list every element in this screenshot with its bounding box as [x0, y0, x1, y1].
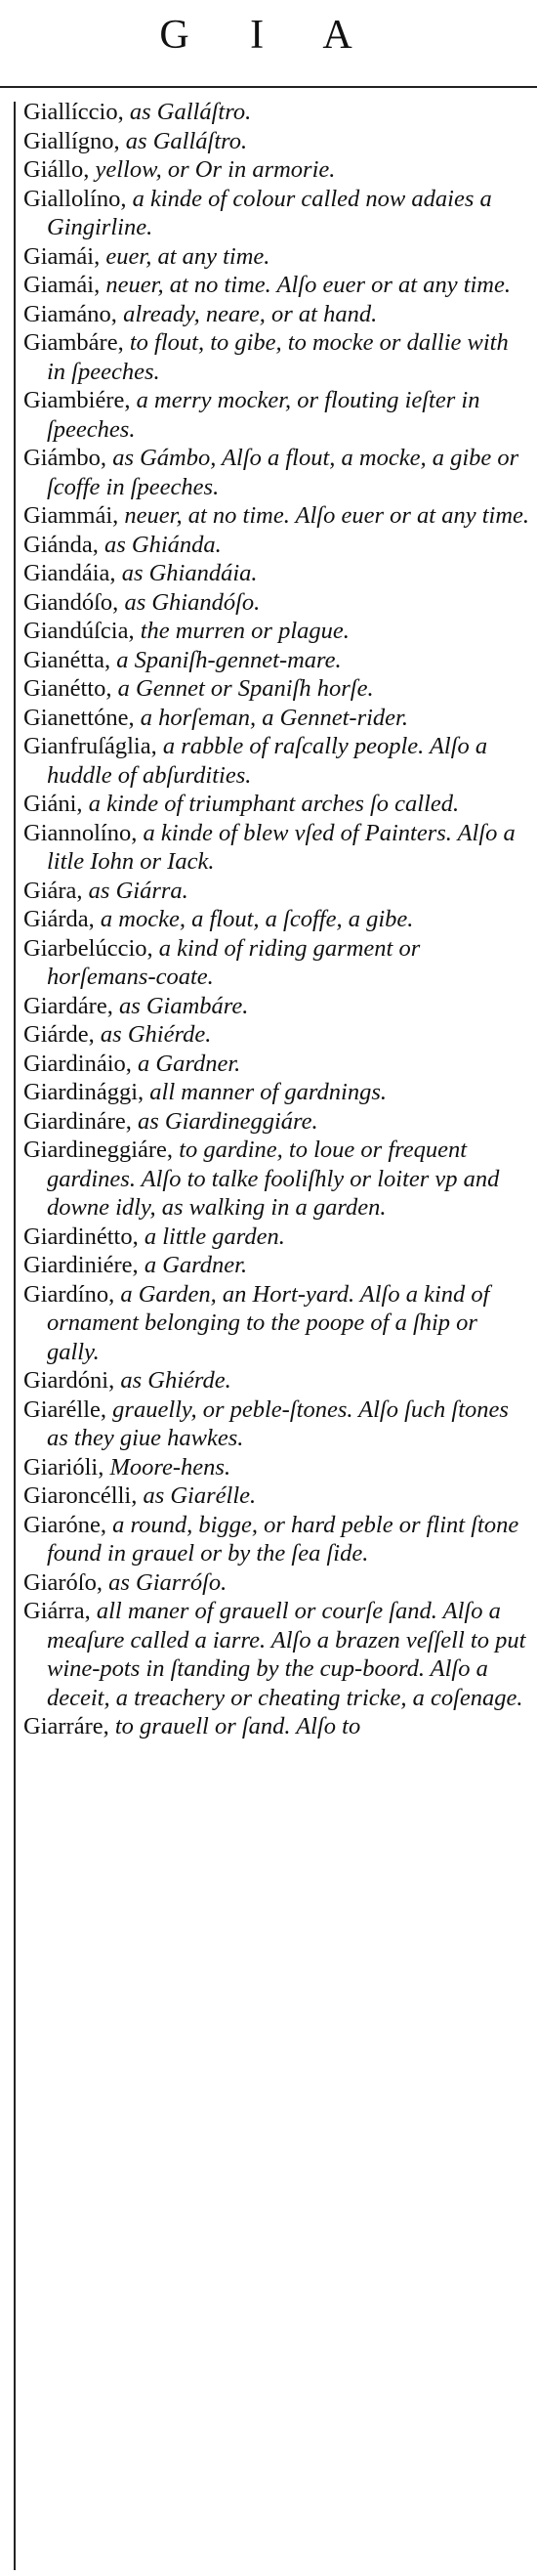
dictionary-entry [23, 1107, 531, 1137]
dictionary-entry [23, 819, 531, 877]
entry-definition: a little garden. [138, 1223, 285, 1250]
running-head: G I A [159, 13, 378, 58]
entry-headword: Giardáre, [23, 992, 113, 1019]
entry-definition: as Giambáre. [112, 992, 249, 1019]
dictionary-entry [23, 588, 531, 618]
dictionary-entry [23, 934, 531, 992]
dictionary-entry [23, 531, 531, 560]
page-header [0, 0, 537, 84]
entry-definition: a kinde of blew vſed of Painters. Alſo a litle Iohn or Iack. [47, 819, 516, 875]
entry-headword: Giaróne, [23, 1511, 107, 1538]
dictionary-entry [23, 1020, 531, 1050]
entry-definition: as Ghiandáia. [115, 560, 258, 586]
entry-headword: Giaróſo, [23, 1568, 103, 1596]
dictionary-entry [23, 242, 531, 272]
entry-headword: Giardineggiáre, [23, 1137, 174, 1163]
entry-definition: euer, at any time. [100, 242, 270, 270]
entry-headword: Giarióli, [23, 1453, 104, 1481]
entry-definition: to flout, to gibe, to mocke or dallie with in ſpeeches. [47, 329, 509, 385]
entry-headword: Giandúſcia, [23, 618, 135, 644]
dictionary-entry [23, 185, 531, 242]
dictionary-entry [23, 704, 531, 733]
entry-headword: Giardiniére, [23, 1252, 139, 1278]
entry-headword: Giállo, [23, 156, 90, 183]
dictionary-entry [23, 559, 531, 588]
entry-headword: Gianétta, [23, 646, 111, 673]
entry-headword: Giardinétto, [23, 1223, 139, 1250]
entry-definition: as Giarélle. [137, 1482, 257, 1509]
entry-definition: as Giardineggiáre. [131, 1107, 318, 1135]
entry-definition: the murren or plague. [134, 618, 350, 644]
dictionary-entry [23, 1712, 531, 1741]
dictionary-entry [23, 1078, 531, 1107]
entry-definition: as Gámbo, Alſo a flout, a mocke, a gibe or ſcoffe in ſpeeches. [47, 445, 519, 500]
entry-definition: all manner of gardnings. [144, 1079, 388, 1105]
entry-headword: Giallíccio, [23, 99, 124, 125]
dictionary-entry [23, 1050, 531, 1079]
entry-headword: Giammái, [23, 502, 119, 529]
entry-headword: Giarélle, [23, 1395, 107, 1423]
dictionary-entry [23, 992, 531, 1021]
entry-headword: Giambáre, [23, 329, 124, 356]
entry-list [23, 98, 531, 1741]
entry-headword: Giardinággi, [23, 1079, 145, 1105]
entry-headword: Giandáia, [23, 560, 116, 586]
entry-definition: as Ghiandóſo. [118, 588, 261, 616]
entry-headword: Giannolíno, [23, 819, 138, 846]
entry-headword: Giamái, [23, 242, 101, 270]
dictionary-entry [23, 271, 531, 300]
entry-headword: Gianfruſáglia, [23, 733, 157, 759]
dictionary-entry [23, 386, 531, 444]
dictionary-entry [23, 155, 531, 185]
entry-definition: as Ghiérde. [114, 1367, 231, 1394]
entry-headword: Giallolíno, [23, 185, 127, 212]
entry-definition: a horſeman, a Gennet-rider. [134, 704, 408, 731]
entry-definition: as Giárra. [82, 877, 188, 904]
dictionary-entry [23, 1481, 531, 1511]
entry-headword: Giamái, [23, 272, 101, 298]
dictionary-entry [23, 877, 531, 906]
entry-definition: as Galláſtro. [119, 127, 248, 154]
dictionary-entry [23, 790, 531, 819]
entry-definition: to gardine, to loue or frequent gardines. Alſo to talke fooliſhly or loiter vp and downe idly, as walking in a garden. [47, 1137, 500, 1221]
dictionary-entry [23, 501, 531, 531]
dictionary-entry [23, 674, 531, 704]
header-rule [0, 86, 537, 88]
entry-headword: Giarbelúccio, [23, 934, 153, 962]
entry-definition: as Ghiánda. [98, 531, 222, 558]
dictionary-entry [23, 1136, 531, 1223]
entry-headword: Giárda, [23, 906, 95, 932]
entry-headword: Giallígno, [23, 127, 120, 154]
dictionary-entry [23, 300, 531, 329]
dictionary-entry [23, 1568, 531, 1598]
entry-definition: a merry mocker, or flouting ieſter in ſpeeches. [47, 387, 480, 443]
column-left-rule [14, 102, 16, 2570]
entry-headword: Gianétto, [23, 675, 112, 702]
entry-headword: Giánda, [23, 531, 99, 558]
entry-definition: grauelly, or peble-ſtones. Alſo ſuch ſtones as they giue hawkes. [47, 1395, 509, 1451]
dictionary-column [14, 98, 533, 2570]
entry-definition: a Garden, an Hort-yard. Alſo a kind of ornament belonging to the poope of a ſhip or gally. [47, 1280, 490, 1365]
entry-definition: as Ghiérde. [94, 1021, 212, 1048]
dictionary-entry [23, 617, 531, 646]
entry-headword: Giardíno, [23, 1280, 115, 1308]
dictionary-entry [23, 328, 531, 386]
entry-headword: Giáni, [23, 791, 83, 817]
entry-definition: to grauell or ſand. Alſo to [108, 1713, 361, 1739]
entry-headword: Giára, [23, 877, 83, 904]
entry-headword: Giambiére, [23, 387, 131, 413]
entry-definition: a rabble of raſcally people. Alſo a huddle of abſurdities. [47, 733, 488, 789]
entry-headword: Giardináio, [23, 1050, 132, 1077]
entry-headword: Giarráre, [23, 1713, 109, 1739]
entry-definition: as Galláſtro. [123, 99, 252, 125]
entry-definition: already, neare, or at hand. [116, 300, 378, 327]
entry-definition: a kinde of colour called now adaies a Gingirline. [47, 185, 492, 240]
dictionary-entry [23, 1280, 531, 1367]
dictionary-entry [23, 646, 531, 675]
entry-definition: a Gardner. [138, 1252, 248, 1278]
entry-definition: a kinde of triumphant arches ſo called. [82, 791, 460, 817]
entry-headword: Giardináre, [23, 1107, 132, 1135]
dictionary-entry [23, 732, 531, 790]
dictionary-entry [23, 1511, 531, 1568]
dictionary-entry [23, 1453, 531, 1482]
dictionary-entry [23, 1395, 531, 1453]
dictionary-entry [23, 127, 531, 156]
dictionary-entry [23, 905, 531, 934]
entry-definition: a mocke, a flout, a ſcoffe, a gibe. [94, 906, 414, 932]
entry-definition: a Gennet or Spaniſh horſe. [111, 675, 374, 702]
entry-definition: as Giarróſo. [102, 1568, 227, 1596]
entry-definition: a Spaniſh-gennet-mare. [110, 646, 342, 673]
entry-definition: neuer, at no time. Alſo euer or at any time. [100, 272, 511, 298]
dictionary-entry [23, 1366, 531, 1395]
dictionary-entry [23, 98, 531, 127]
entry-headword: Giámbo, [23, 445, 107, 471]
entry-definition: a Gardner. [131, 1050, 241, 1077]
entry-headword: Giandóſo, [23, 588, 119, 616]
entry-headword: Giárra, [23, 1598, 91, 1624]
entry-definition: a round, bigge, or hard peble or flint ſtone found in grauel or by the ſea ſide. [47, 1511, 519, 1567]
entry-definition: Moore-hens. [103, 1453, 231, 1481]
entry-definition: all maner of grauell or courſe ſand. Alſo a meaſure called a iarre. Alſo a brazen veſſell to put wine-pots in ſtanding by the cup-boord. Alſo a deceit, a treachery or cheating tricke, a coſenage. [47, 1598, 526, 1711]
entry-definition: a kind of riding garment or horſemans-coate. [47, 934, 421, 990]
entry-headword: Gianettóne, [23, 704, 135, 731]
entry-headword: Giaroncélli, [23, 1482, 138, 1509]
entry-headword: Giardóni, [23, 1367, 115, 1394]
entry-headword: Giamáno, [23, 300, 117, 327]
entry-definition: yellow, or Or in armorie. [89, 156, 336, 183]
dictionary-entry [23, 1597, 531, 1712]
dictionary-entry [23, 444, 531, 501]
entry-headword: Giárde, [23, 1021, 95, 1048]
dictionary-entry [23, 1223, 531, 1252]
entry-definition: neuer, at no time. Alſo euer or at any time. [118, 502, 530, 529]
dictionary-entry [23, 1251, 531, 1280]
